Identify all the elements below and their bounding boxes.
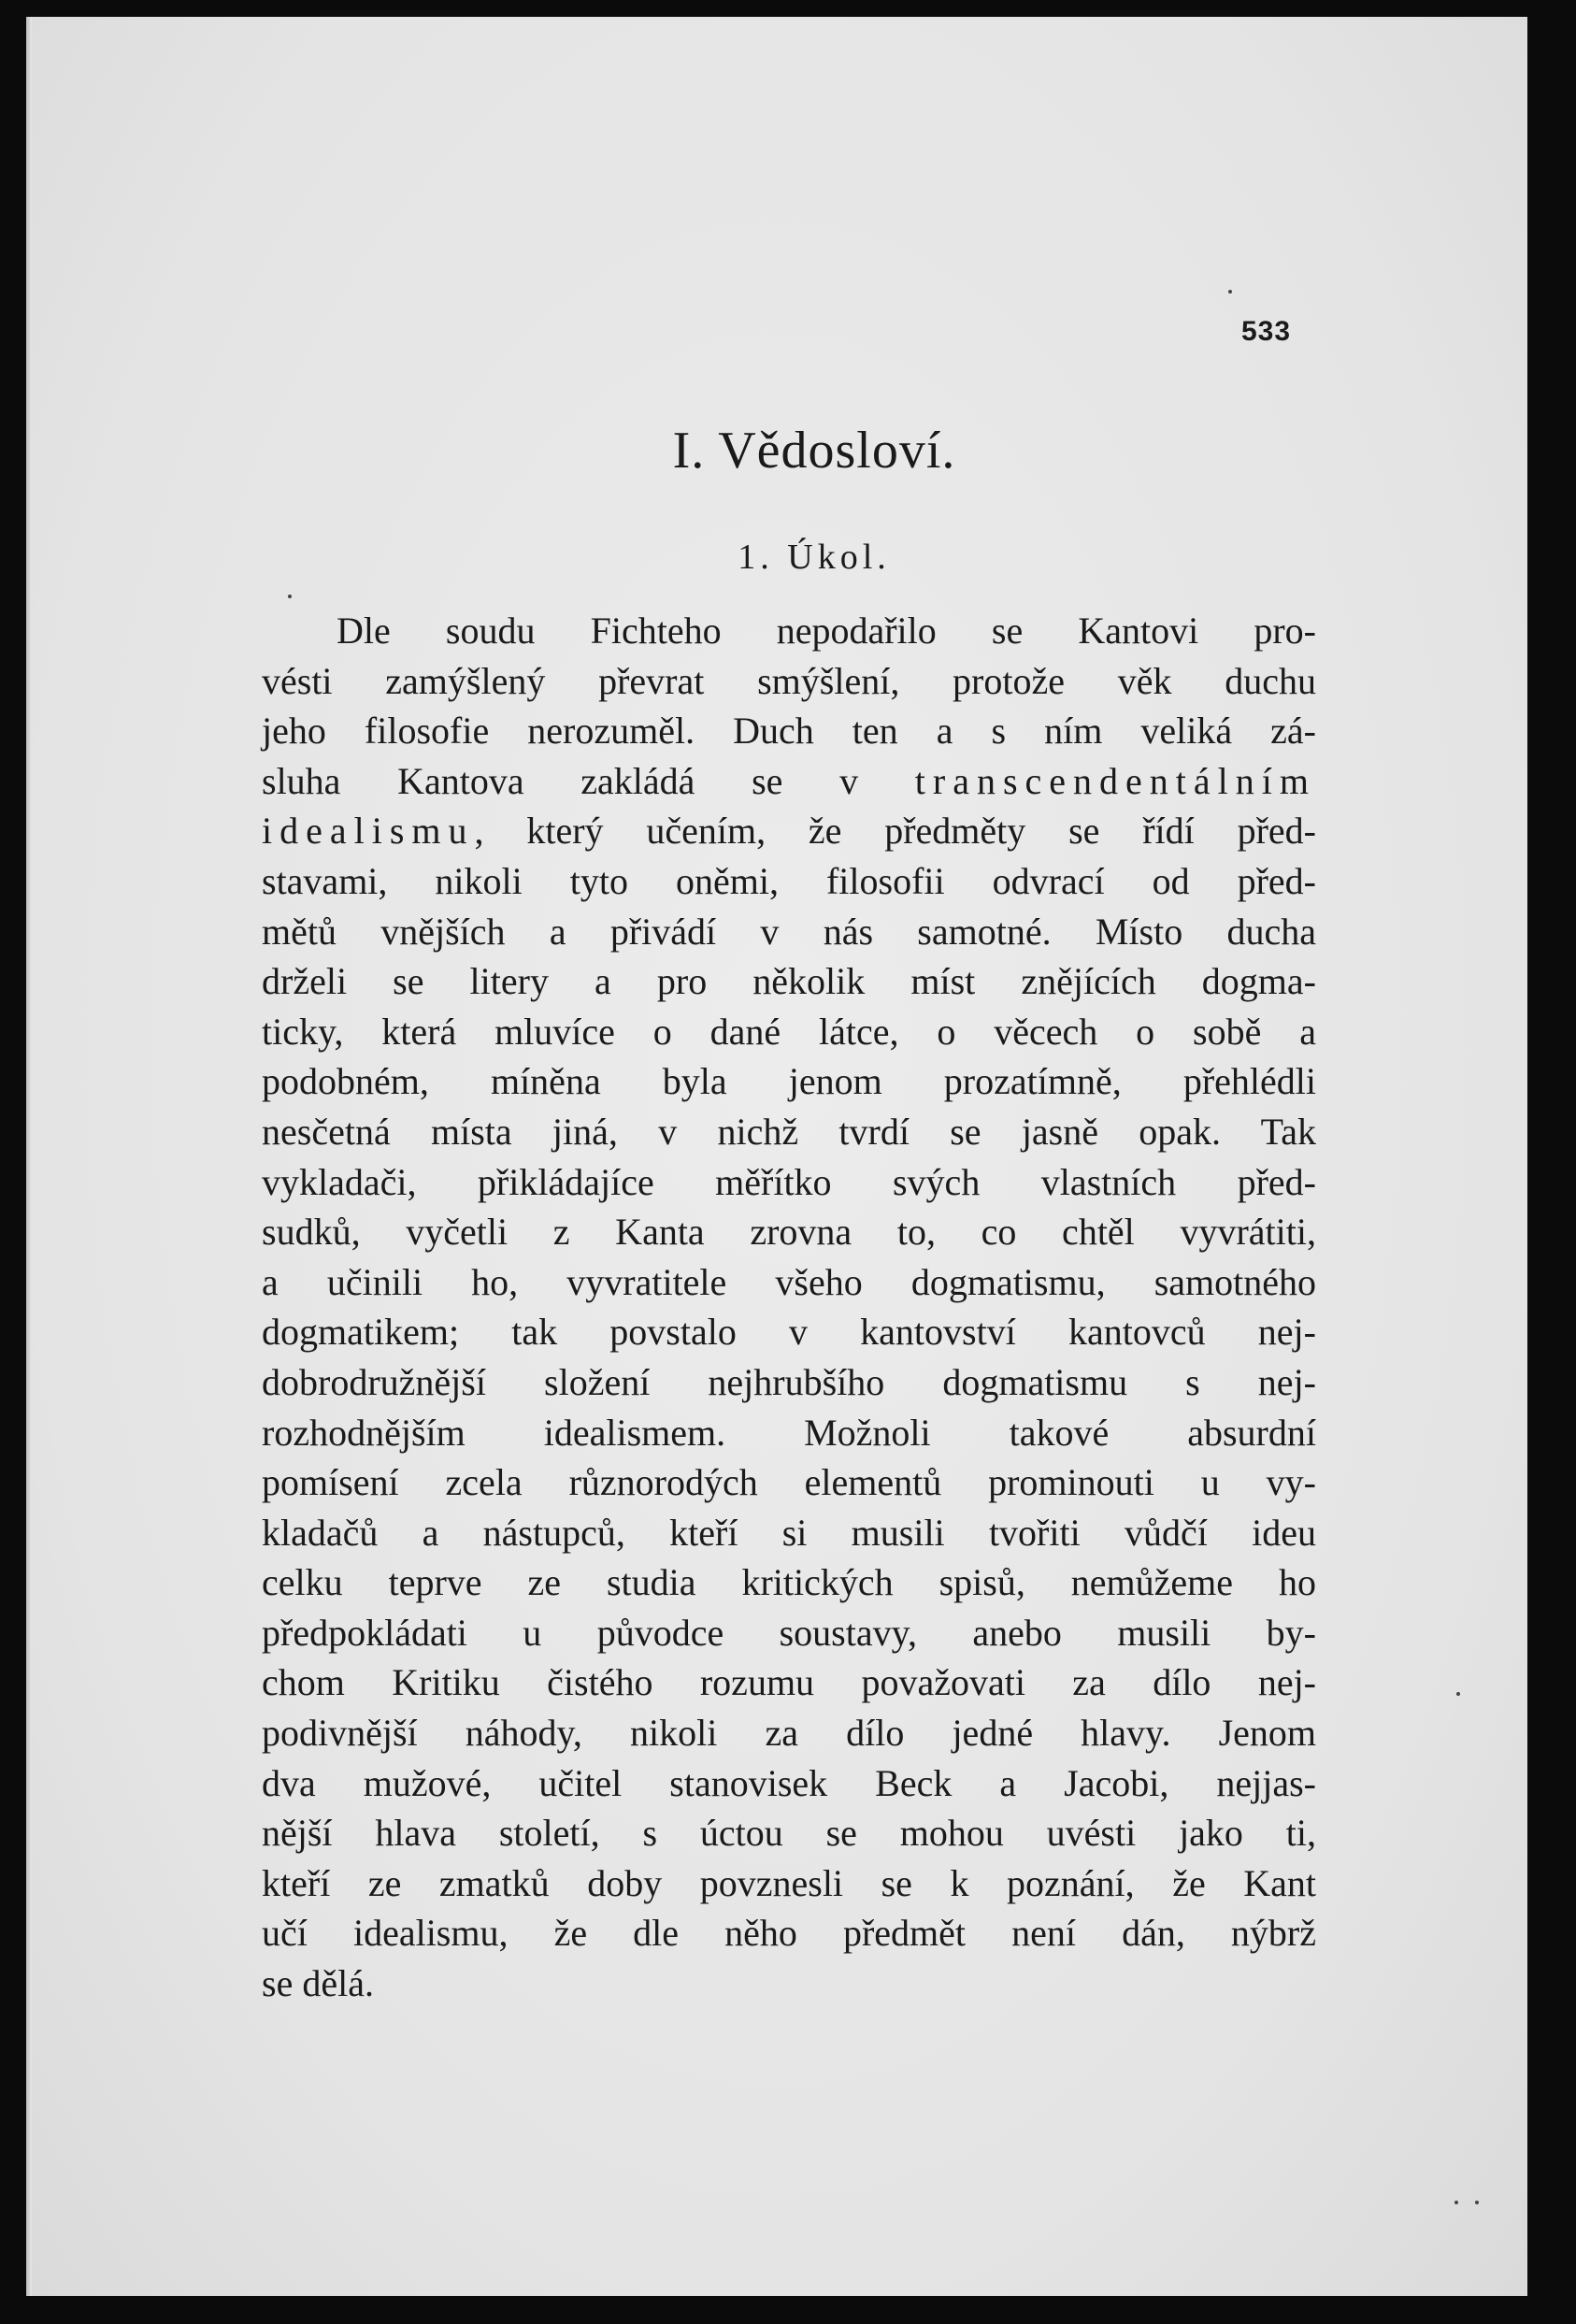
- text-line: a učinili ho, vyvratitele všeho dogmatismu, samotného: [262, 1260, 1316, 1303]
- scan-speck: [1454, 2201, 1458, 2204]
- scan-edge: [26, 17, 32, 2296]
- page-number: 533: [1241, 316, 1292, 347]
- emphasized-term: transcendentálním: [914, 759, 1317, 802]
- text-line: mětů vnějších a přivádí v nás samotné. Místo ducha: [262, 910, 1316, 953]
- text-line: učí idealismu, že dle něho předmět není dán, nýbrž: [262, 1912, 1316, 1955]
- text-line: dva mužové, učitel stanovisek Beck a Jacobi, nejjas-: [262, 1761, 1316, 1804]
- section-title: 1. Úkol.: [738, 538, 891, 577]
- text-line: sudků, vyčetli z Kanta zrovna to, co chtěl vyvrátiti,: [262, 1211, 1316, 1254]
- text-line: dogmatikem; tak povstalo v kantovství kantovců nej-: [262, 1311, 1316, 1354]
- text-line: se dělá.: [262, 1962, 374, 2005]
- text-line: drželi se litery a pro několik míst znějících dogma-: [262, 960, 1316, 1003]
- text-line: podobném, míněna byla jenom prozatímně, přehlédli: [262, 1060, 1316, 1103]
- book-page: [26, 17, 1527, 2296]
- text-line: pomísení zcela různorodých elementů prominouti u vy-: [262, 1461, 1316, 1504]
- text-line: nesčetná místa jiná, v nichž tvrdí se jasně opak. Tak: [262, 1110, 1316, 1153]
- text-line: předpokládati u původce soustavy, anebo musili by-: [262, 1611, 1316, 1654]
- text-line: vykladači, přikládajíce měřítko svých vlastních před-: [262, 1160, 1316, 1203]
- scan-speck: [1475, 2201, 1479, 2204]
- text-line: chom Kritiku čistého rozumu považovati za dílo nej-: [262, 1661, 1316, 1704]
- text-line: ticky, která mluvíce o dané látce, o věcech o sobě a: [262, 1010, 1316, 1053]
- text-line: jeho filosofie nerozuměl. Duch ten a s ním veliká zá-: [262, 710, 1316, 753]
- text-line: vésti zamýšlený převrat smýšlení, protože věk duchu: [262, 659, 1316, 702]
- text-line: rozhodnějším idealismem. Možnoli takové absurdní: [262, 1411, 1316, 1454]
- text-line: kladačů a nástupců, kteří si musili tvořiti vůdčí ideu: [262, 1511, 1316, 1554]
- chapter-title: I. Vědosloví.: [672, 422, 956, 480]
- emphasized-term: idealismu: [262, 810, 475, 853]
- text-line: nější hlava století, s úctou se mohou uvésti jako ti,: [262, 1812, 1316, 1855]
- text-line: kteří ze zmatků doby povznesli se k poznání, že Kant: [262, 1861, 1316, 1904]
- text-line: podivnější náhody, nikoli za dílo jedné hlavy. Jenom: [262, 1712, 1316, 1755]
- text-line: [262, 756, 1316, 807]
- scan-speck: [1456, 1692, 1460, 1696]
- text-line: stavami, nikoli tyto oněmi, filosofii odvrací od před-: [262, 859, 1316, 902]
- scan-speck: [288, 595, 292, 598]
- text-line: [262, 806, 1316, 856]
- text-line: celku teprve ze studia kritických spisů, nemůžeme ho: [262, 1561, 1316, 1604]
- text-segment: , který učením, že předměty se řídí před-: [474, 810, 1316, 853]
- text-line: Dle soudu Fichteho nepodařilo se Kantovi pro-: [337, 610, 1316, 652]
- text-line: dobrodružnější složení nejhrubšího dogmatismu s nej-: [262, 1360, 1316, 1403]
- body-paragraph: [262, 606, 1316, 2009]
- text-segment: sluha Kantova zakládá se v: [262, 759, 859, 802]
- scan-speck: [1228, 290, 1232, 294]
